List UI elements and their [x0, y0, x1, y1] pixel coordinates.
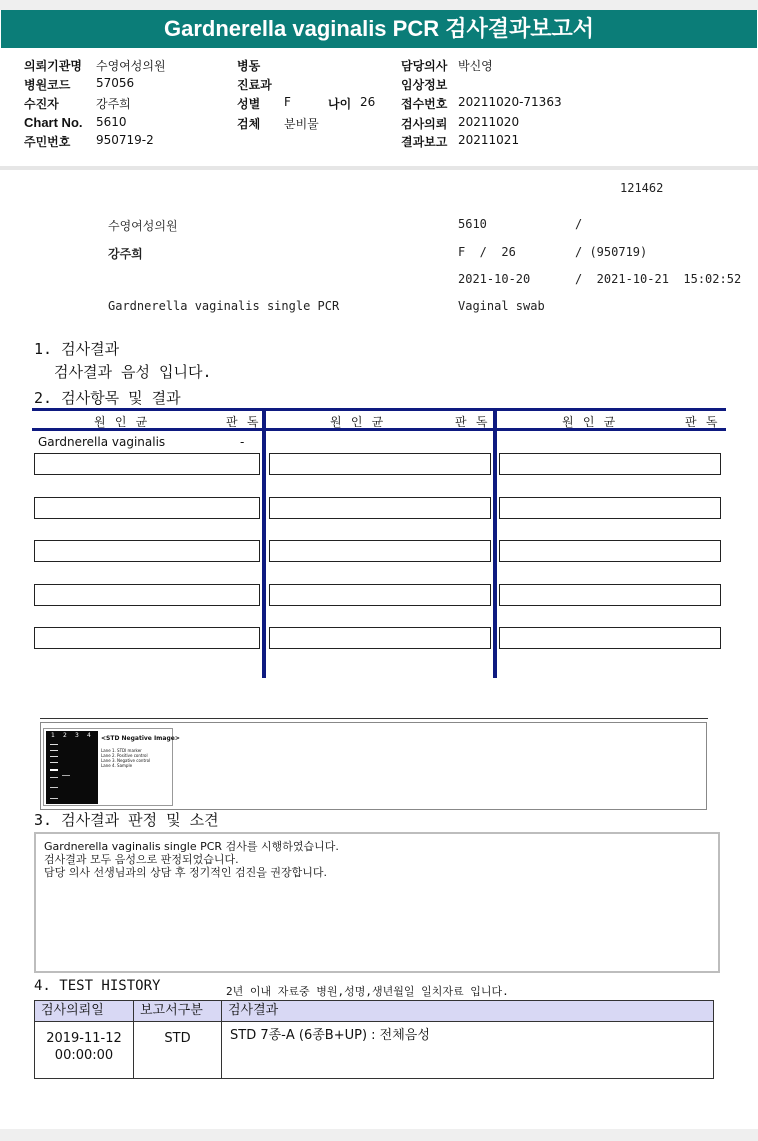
body-slash: /: [575, 217, 583, 231]
findings-box: [34, 832, 720, 973]
history-header-date: 검사의뢰일: [34, 1000, 134, 1022]
history-cell-result: [221, 1021, 714, 1079]
receipt-no-value: 20211020-71363: [458, 95, 562, 109]
request-date-label: 검사의뢰: [401, 117, 448, 131]
history-cell-type: [133, 1021, 222, 1079]
body-test-name: Gardnerella vaginalis single PCR: [108, 299, 340, 313]
institution-value: 수영여성의원: [96, 59, 166, 73]
receipt-no-label: 접수번호: [401, 97, 448, 111]
specimen-value: 분비물: [284, 117, 319, 131]
gel-legend: [101, 748, 150, 768]
pathogen-result-1: -: [240, 435, 245, 449]
results-grid-divider-2: [493, 408, 497, 678]
gel-legend-line: Lane 1. STDI marker: [101, 748, 142, 753]
section1-heading: 1. 검사결과: [34, 340, 120, 358]
hospital-code-value: 57056: [96, 76, 135, 90]
doctor-value: 박신영: [458, 59, 493, 73]
result-cell: [269, 453, 491, 475]
request-date-value: 20211020: [458, 115, 520, 129]
body-patient: 강주희: [108, 247, 143, 261]
col2-result-header: 판 독: [455, 415, 489, 429]
doctor-label: 담당의사: [401, 59, 448, 73]
result-cell: [269, 540, 491, 562]
chart-no-label: Chart No.: [24, 115, 83, 130]
gel-band: [50, 756, 58, 757]
patient-label: 수진자: [24, 97, 59, 111]
report-title: Gardnerella vaginalis PCR 검사결과보고서: [1, 10, 757, 48]
hospital-code-label: 병원코드: [24, 78, 71, 92]
history-header-type: 보고서구분: [133, 1000, 222, 1022]
history-cell-date: [34, 1021, 134, 1079]
history-result: STD 7종-A (6종B+UP) : 전체음성: [230, 1028, 430, 1043]
top-band: [0, 0, 758, 10]
chart-no-value: 5610: [96, 115, 127, 129]
gel-lane-label: 3: [75, 732, 79, 739]
body-chart-no: 5610: [458, 217, 487, 231]
result-cell: [34, 497, 260, 519]
gel-band: [50, 750, 58, 751]
result-date-label: 결과보고: [401, 135, 448, 149]
gel-lane-label: 1: [51, 732, 55, 739]
section2-heading: 2. 검사항목 및 결과: [34, 389, 181, 407]
result-cell: [499, 453, 721, 475]
age-value: 26: [360, 95, 376, 109]
result-cell: [499, 497, 721, 519]
finding-line: Gardnerella vaginalis single PCR 검사를 시행하였습니다.: [44, 840, 339, 853]
results-grid-divider-1: [262, 408, 266, 678]
col2-pathogen-header: 원 인 균: [330, 415, 385, 429]
dept-label: 진료과: [237, 78, 272, 92]
gel-band: [50, 744, 58, 745]
gel-lane-label: 2: [63, 732, 67, 739]
finding-line: 담당 의사 선생님과의 상담 후 정기적인 검진을 권장합니다.: [44, 866, 327, 879]
pathogen-name-1: Gardnerella vaginalis: [38, 435, 166, 449]
result-cell: [34, 540, 260, 562]
result-cell: [499, 540, 721, 562]
specimen-label: 검체: [237, 117, 261, 131]
result-cell: [269, 627, 491, 649]
gel-image: [43, 728, 180, 806]
body-birth: / (950719): [575, 245, 648, 259]
col3-result-header: 판 독: [685, 415, 719, 429]
section3-heading: 3. 검사결과 판정 및 소견: [34, 811, 219, 829]
history-time: 00:00:00: [54, 1048, 114, 1063]
result-cell: [34, 584, 260, 606]
body-sample: Vaginal swab: [458, 299, 545, 313]
ward-label: 병동: [237, 59, 261, 73]
finding-line: 검사결과 모두 음성으로 판정되었습니다.: [44, 853, 239, 866]
history-header-result: 검사결과: [221, 1000, 714, 1022]
patient-value: 강주희: [96, 97, 131, 111]
body-sex-age: F / 26: [458, 245, 516, 259]
age-label: 나이: [328, 97, 352, 111]
gel-band: [62, 775, 70, 776]
history-date: 2019-11-12: [46, 1031, 122, 1046]
history-type: STD: [164, 1031, 191, 1046]
result-cell: [34, 453, 260, 475]
gel-title: <STD Negative Image>: [101, 735, 180, 742]
result-cell: [499, 584, 721, 606]
section4-heading: 4. TEST HISTORY: [34, 978, 161, 994]
history-note: 2년 이내 자료중 병원,성명,생년월일 일치자료 입니다.: [226, 985, 509, 998]
results-grid-top-rule: [32, 408, 726, 411]
id-no-label: 주민번호: [24, 135, 71, 149]
gel-legend-line: Lane 3. Negative control: [101, 758, 151, 763]
gel-band: [50, 777, 58, 778]
gel-photo: [46, 731, 98, 804]
bottom-band: [0, 1129, 758, 1141]
body-request-date: 2021-10-20: [458, 272, 531, 286]
result-cell: [269, 584, 491, 606]
clinical-info-label: 임상정보: [401, 78, 448, 92]
result-date-value: 20211021: [458, 133, 520, 147]
gel-band: [50, 769, 58, 771]
col1-pathogen-header: 원 인 균: [94, 415, 149, 429]
gel-band: [50, 762, 58, 763]
result-cell: [499, 627, 721, 649]
body-clinic: 수영여성의원: [108, 219, 178, 233]
id-no-value: 950719-2: [96, 133, 154, 147]
doc-number: 121462: [620, 181, 664, 195]
body-report-datetime: / 2021-10-21 15:02:52: [575, 272, 742, 286]
gel-band: [50, 798, 58, 799]
col1-result-header: 판 독: [226, 415, 260, 429]
institution-label: 의뢰기관명: [24, 59, 82, 73]
gel-legend-line: Lane 2. Positive control: [101, 753, 148, 758]
gel-top-rule: [40, 718, 708, 719]
result-cell: [269, 497, 491, 519]
gel-lane-label: 4: [87, 732, 91, 739]
sex-value: F: [284, 95, 291, 109]
sex-label: 성별: [237, 97, 261, 111]
result-cell: [34, 627, 260, 649]
section1-result: 검사결과 음성 입니다.: [54, 363, 212, 381]
gel-legend-line: Lane 4. Sample: [101, 763, 133, 768]
header-separator: [0, 166, 758, 170]
gel-band: [50, 787, 58, 788]
col3-pathogen-header: 원 인 균: [562, 415, 617, 429]
